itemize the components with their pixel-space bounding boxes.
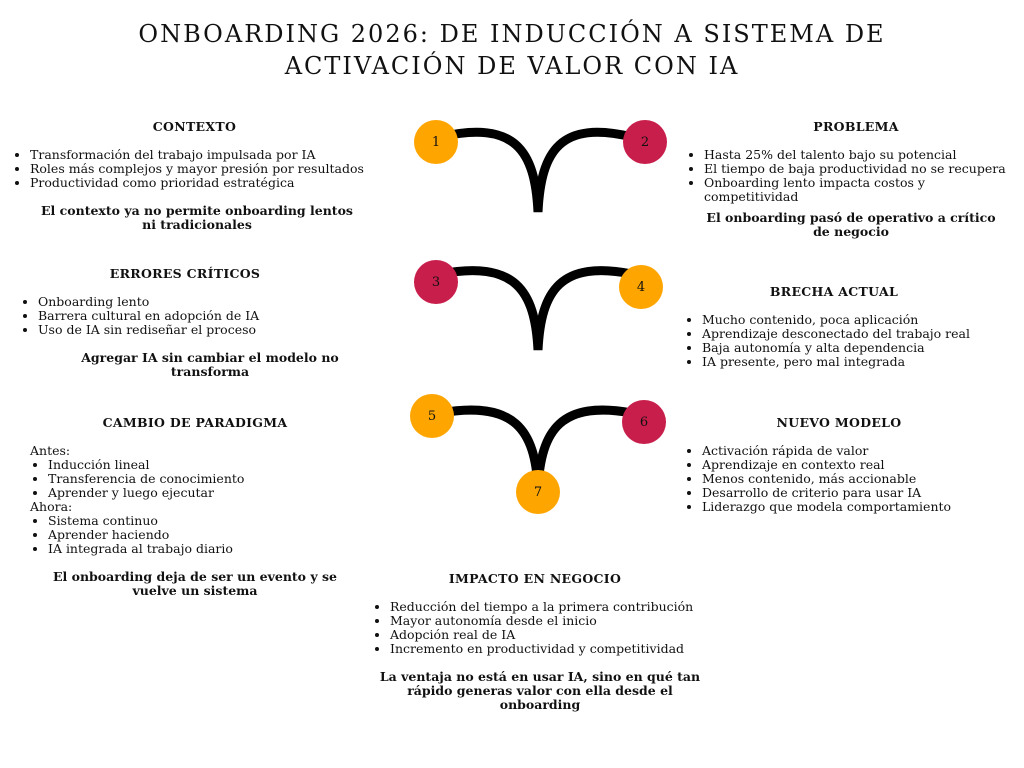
list-item: • Reducción del tiempo a la primera contribución	[390, 600, 708, 614]
contexto-conclusion: El contexto ya no permite onboarding lentos ni tradicionales	[41, 203, 353, 232]
ahora-list	[30, 514, 360, 556]
list-item: • Menos contenido, más accionable	[702, 472, 1014, 486]
nuevo-heading: NUEVO MODELO	[776, 415, 902, 430]
connector-1-2	[440, 132, 632, 212]
list-item: • Productividad como prioridad estratégica	[30, 176, 377, 190]
connector-3-4	[440, 271, 632, 350]
step-3-label: 3	[431, 275, 441, 290]
list-item: • Mucho contenido, poca aplicación	[702, 313, 1014, 327]
antes-label: Antes:	[30, 443, 71, 458]
section-brecha	[684, 285, 1014, 369]
section-cambio	[30, 416, 360, 598]
impacto-list	[372, 600, 708, 656]
list-item: • Activación rápida de valor	[702, 444, 1014, 458]
list-item: • El tiempo de baja productividad no se recupera	[704, 162, 1016, 176]
problema-list	[686, 148, 1016, 204]
problema-heading: PROBLEMA	[813, 119, 899, 134]
list-item: • Barrera cultural en adopción de IA	[38, 309, 380, 323]
antes-list	[30, 458, 360, 500]
list-item: • IA presente, pero mal integrada	[702, 355, 1014, 369]
list-item: • Baja autonomía y alta dependencia	[702, 341, 1014, 355]
list-item: • Hasta 25% del talento bajo su potencial	[704, 148, 1016, 162]
list-item: • Uso de IA sin rediseñar el proceso	[38, 323, 380, 337]
list-item: • Mayor autonomía desde el inicio	[390, 614, 708, 628]
impacto-heading: IMPACTO EN NEGOCIO	[448, 571, 622, 586]
list-item: • Sistema continuo	[48, 514, 360, 528]
list-item: • Aprender haciendo	[48, 528, 360, 542]
problema-conclusion: El onboarding pasó de operativo a crítico de negocio	[706, 210, 996, 239]
cambio-heading: CAMBIO DE PARADIGMA	[102, 415, 288, 430]
section-impacto	[372, 572, 708, 712]
section-problema	[686, 120, 1016, 239]
title-line-2: ACTIVACIÓN DE VALOR CON IA	[284, 52, 740, 80]
list-item: • IA integrada al trabajo diario	[48, 542, 360, 556]
list-item: • Onboarding lento	[38, 295, 380, 309]
section-errores	[20, 267, 380, 379]
step-5-label: 5	[427, 409, 437, 424]
section-contexto	[12, 120, 377, 232]
step-2-label: 2	[640, 135, 650, 150]
ahora-label: Ahora:	[30, 499, 73, 514]
list-item: • Inducción lineal	[48, 458, 360, 472]
impacto-conclusion: La ventaja no está en usar IA, sino en qué tan rápido generas valor con ella desde el onboarding	[379, 669, 701, 712]
list-item: • Adopción real de IA	[390, 628, 708, 642]
list-item: • Incremento en productividad y competitividad	[390, 642, 708, 656]
brecha-list	[684, 313, 1014, 369]
errores-heading: ERRORES CRÍTICOS	[109, 266, 261, 281]
list-item: • Aprender y luego ejecutar	[48, 486, 360, 500]
contexto-list	[12, 148, 377, 190]
errores-list	[20, 295, 380, 337]
list-item: • Aprendizaje desconectado del trabajo real	[702, 327, 1014, 341]
step-1-label: 1	[431, 135, 441, 150]
list-item: • Aprendizaje en contexto real	[702, 458, 1014, 472]
list-item: • Liderazgo que modela comportamiento	[702, 500, 1014, 514]
list-item: • Transferencia de conocimiento	[48, 472, 360, 486]
list-item: • Desarrollo de criterio para usar IA	[702, 486, 1014, 500]
step-7-label: 7	[533, 485, 543, 500]
section-nuevo	[684, 416, 1014, 514]
cambio-conclusion: El onboarding deja de ser un evento y se vuelve un sistema	[53, 569, 337, 598]
list-item: • Onboarding lento impacta costos y competitividad	[704, 176, 1016, 204]
title-line-1: ONBOARDING 2026: DE INDUCCIÓN A SISTEMA DE	[138, 20, 886, 48]
step-4-label: 4	[636, 280, 646, 295]
list-item: • Transformación del trabajo impulsada por IA	[30, 148, 377, 162]
nuevo-list	[684, 444, 1014, 514]
brecha-heading: BRECHA ACTUAL	[769, 284, 899, 299]
list-item: • Roles más complejos y mayor presión por resultados	[30, 162, 377, 176]
errores-conclusion: Agregar IA sin cambiar el modelo no transforma	[81, 350, 339, 379]
step-6-label: 6	[639, 415, 649, 430]
contexto-heading: CONTEXTO	[152, 119, 237, 134]
